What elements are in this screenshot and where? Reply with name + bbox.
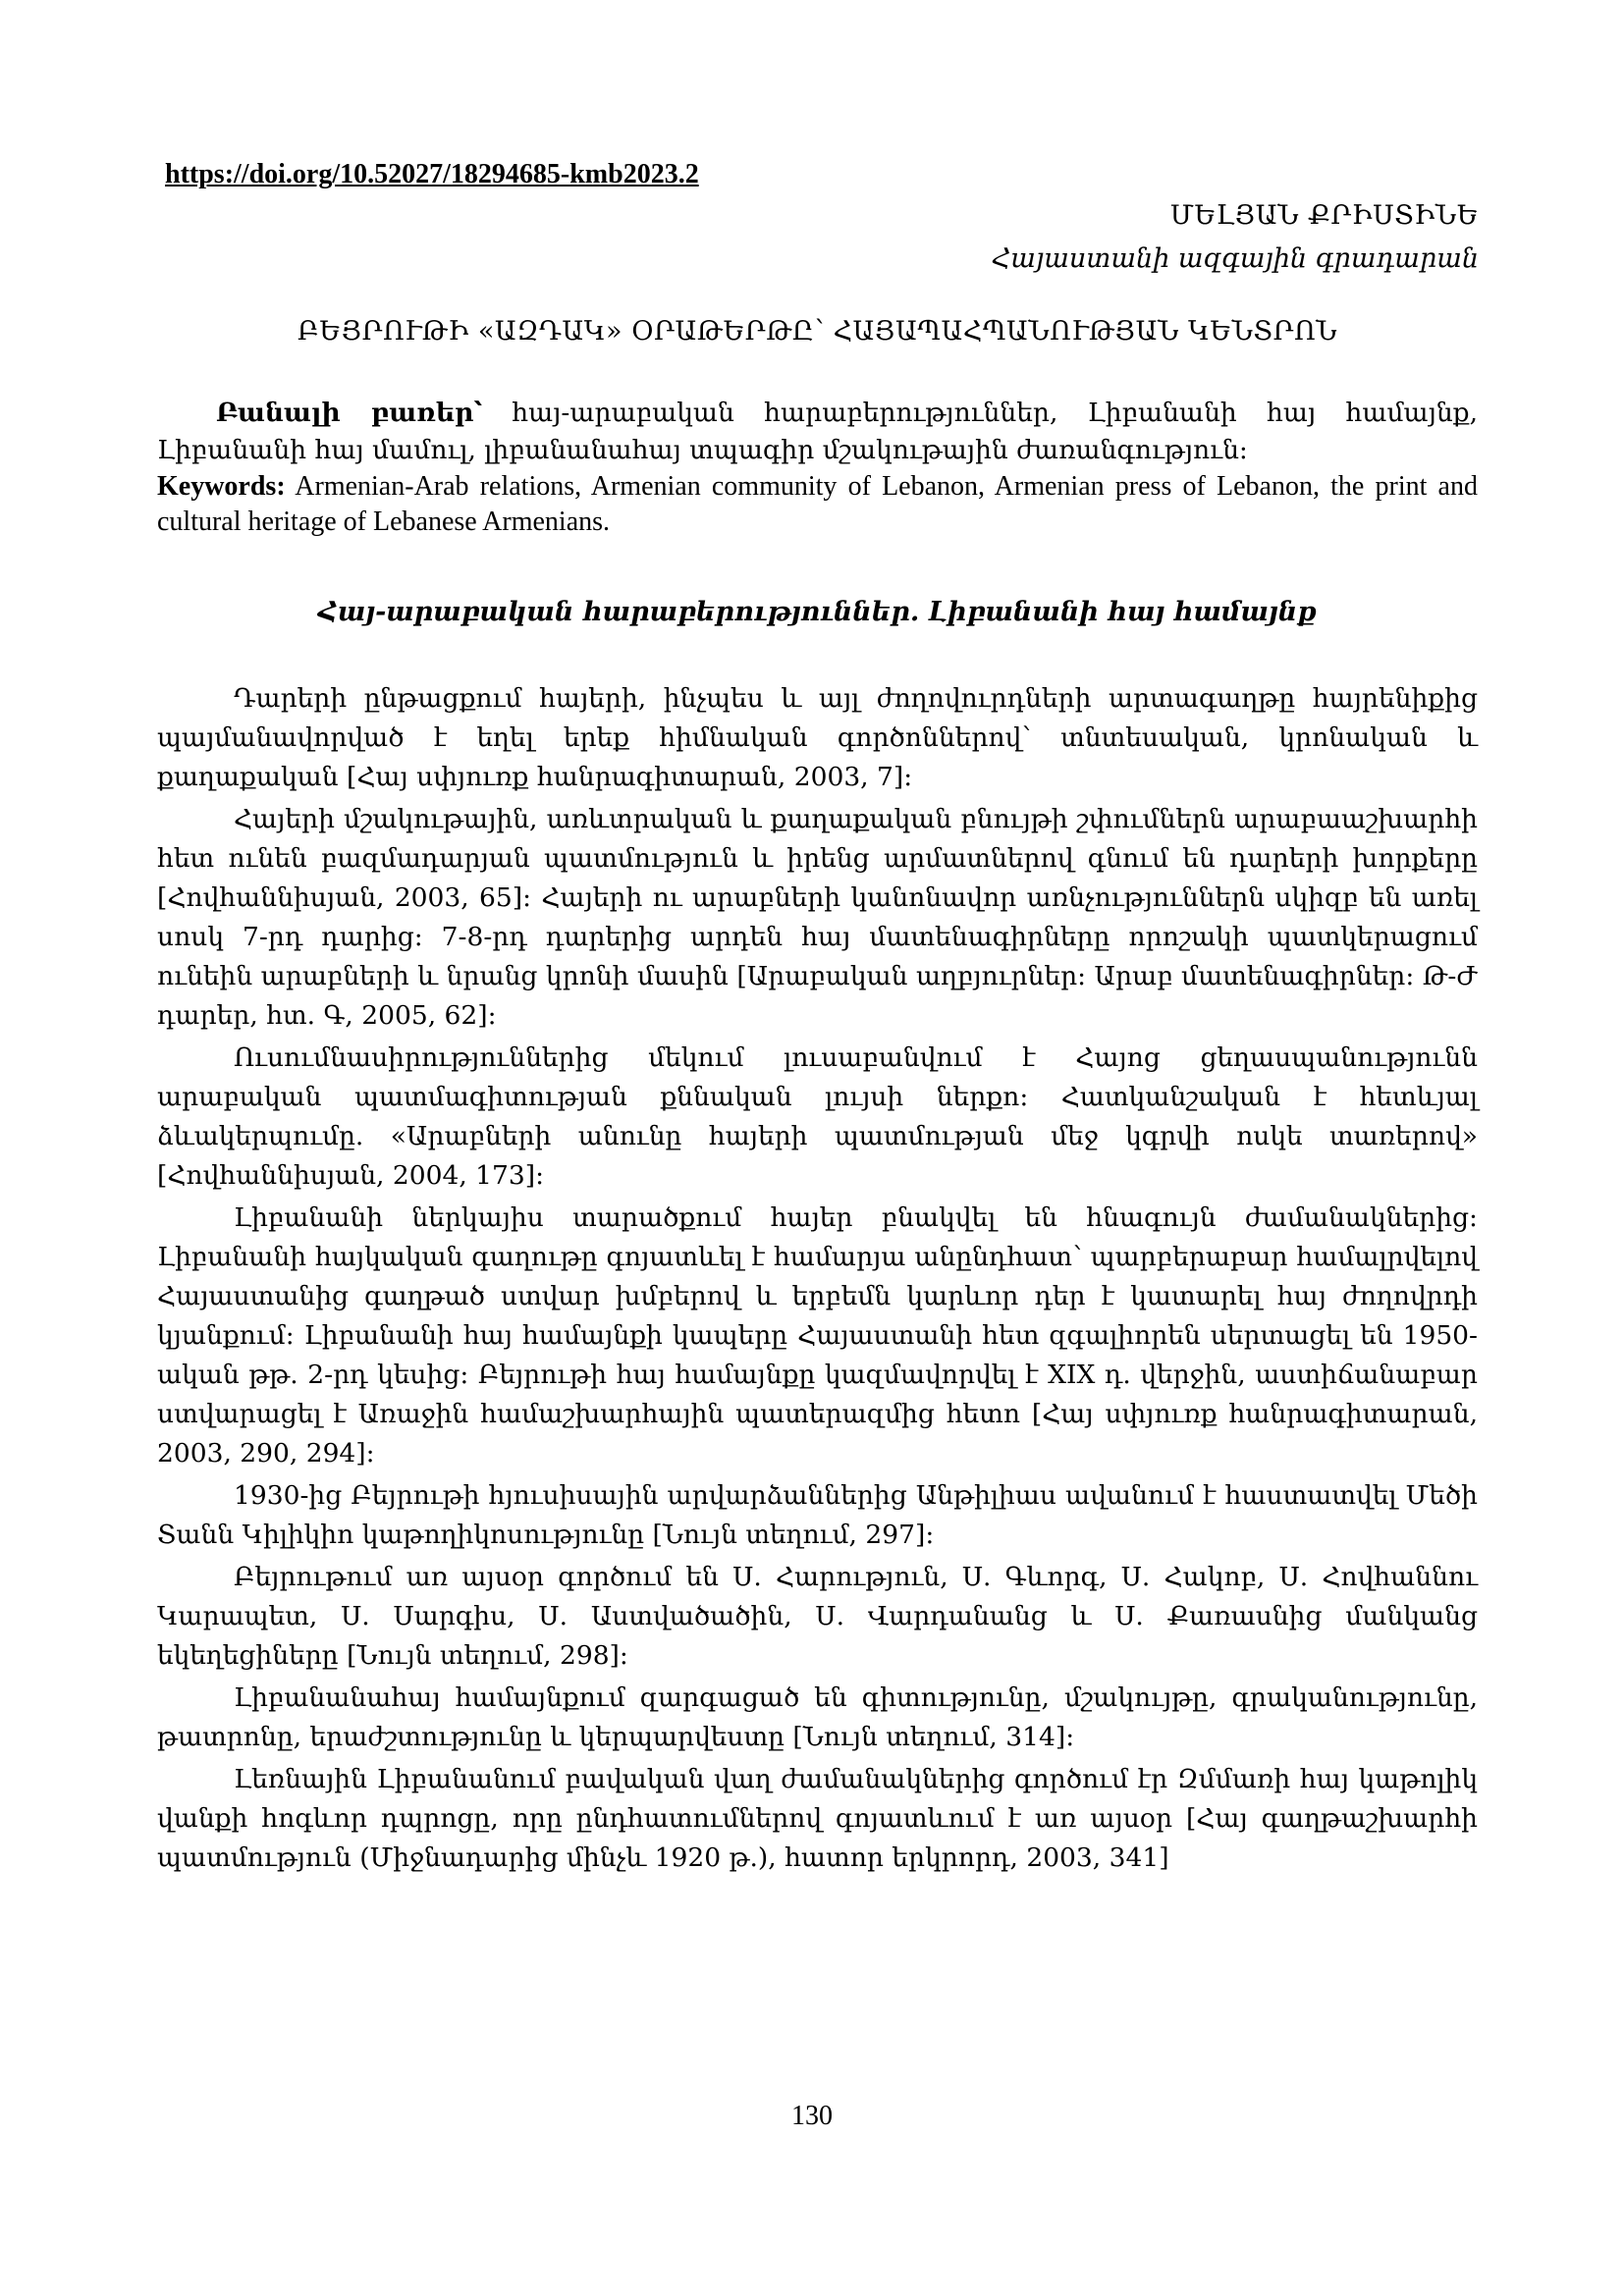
paragraph: Լիբանանահայ համայնքում զարգացած են գիտությունը, մշակույթը, գրականությունը, թատրոնը, երաժշտությունը և կերպարվեստը [Նույն տեղում, 314]: [157,1682,1478,1752]
paragraph: 1930-ից Բեյրութի հյուսիսային արվարձաններից Անթիլիաս ավանում է հաստատվել Մեծի Տանն Կիլիկիո կաթողիկոսությունը [Նույն տեղում, 297]: [157,1480,1478,1550]
keywords-armenian-text: հայ-արաբական հարաբերություններ, Լիբանանի հայ համայնք, Լիբանանի հայ մամուլ, լիբանանահայ տպագիր մշակութային ժառանգություն: [157,398,1478,465]
keywords-armenian [157,395,1478,469]
paragraph: Լիբանանի ներկայիս տարածքում հայեր բնակվել են հնագույն ժամանակներից: Լիբանանի հայկական գաղութը գոյատևել է համարյա անընդհատ՝ պարբերաբար համալրվելով Հայաստանից գաղթած ստվար խմբերով և երբեմն կարևոր դեր է կատարել հայ ժողովրդի կյանքում: Լիբանանի հայ համայնքի կապերը Հայաստանի հետ զգալիորեն սերտացել են 1950-ական թթ. 2-րդ կեսից: Բեյրութի հայ համայնքը կազմավորվել է XIX դ. վերջին, աստիճանաբար ստվարացել է Առաջին համաշխարհային պատերազմից հետո [Հայ սփյուռք հանրագիտարան, 2003, 290, 294]: [157,1202,1478,1468]
author-affiliation: Հայաստանի ազգային գրադարան [991,243,1479,274]
section-heading: Հայ-արաբական հարաբերություններ. Լիբանանի հայ համայնք [318,597,1317,627]
author-block [992,194,1479,281]
paragraph: Լեռնային Լիբանանում բավական վաղ ժամանակներից գործում էր Զմմառի հայ կաթոլիկ վանքի հոգևոր դպրոցը, որը ընդհատումներով գոյատևում է առ այսօր [Հայ գաղթաշխարհի պատմություն (Միջնադարից մինչև 1920 թ.), հատոր երկրորդ, 2003, 341] [157,1764,1478,1873]
article-title: ԲԵՅՐՈՒԹԻ «ԱԶԴԱԿ» ՕՐԱԹԵՐԹԸ՝ ՀԱՅԱՊԱՀՊԱՆՈՒԹՅԱՆ ԿԵՆՏՐՈՆ [297,316,1338,347]
keywords-english [157,469,1478,540]
body-text [157,679,1478,1881]
author-name: ՄԵԼՅԱՆ ՔՐԻՍՏԻՆԵ [1169,200,1479,231]
keywords-block [157,395,1478,540]
keywords-english-text: Armenian-Arab relations, Armenian community of Lebanon, Armenian press of Lebanon, the print and cultural heritage of Lebanese Armenians. [157,471,1478,537]
keywords-english-label: Keywords: [157,471,286,502]
paragraph: Բեյրութում առ այսօր գործում են Ս. Հարություն, Ս. Գևորգ, Ս. Հակոբ, Ս. Հովհաննու Կարապետ, Ս. Սարգիս, Ս. Աստվածածին, Ս. Վարդանանց և Ս. Քառասնից մանկանց եկեղեցիները [Նույն տեղում, 298]: [157,1562,1478,1671]
paragraph: Հայերի մշակութային, առևտրական և քաղաքական բնույթի շփումներն արաբաաշխարհի հետ ունեն բազմադարյան պատմություն և իրենց արմատներով գնում են դարերի խորքերը [Հովհաննիսյան, 2003, 65]: Հայերի ու արաբների կանոնավոր առնչություններն սկիզբ են առել սոսկ 7-րդ դարից: 7-8-րդ դարերից արդեն հայ մատենագիրները որոշակի պատկերացում ունեին արաբների և նրանց կրոնի մասին [Արաբական աղբյուրներ: Արաբ մատենագիրներ: Թ-Ժ դարեր, հտ. Գ, 2005, 62]: [157,804,1478,1031]
page-number: 130 [791,2101,833,2131]
keywords-armenian-label: Բանալի բառեր՝ [216,398,482,428]
paragraph: Ուսումնասիրություններից մեկում լուսաբանվում է Հայոց ցեղասպանությունն արաբական պատմագիտության քննական լույսի ներքո: Հատկանշական է հետևյալ ձևակերպումը. «Արաբների անունը հայերի պատմության մեջ կգրվի ոսկե տառերով» [Հովհաննիսյան, 2004, 173]: [157,1042,1478,1191]
doi-link[interactable]: https://doi.org/10.52027/18294685-kmb2023.2 [165,159,699,189]
paragraph: Դարերի ընթացքում հայերի, ինչպես և այլ ժողովուրդների արտագաղթը հայրենիքից պայմանավորված է եղել երեք հիմնական գործոններով՝ տնտեսական, կրոնական և քաղաքական [Հայ սփյուռք հանրագիտարան, 2003, 7]: [157,683,1478,792]
